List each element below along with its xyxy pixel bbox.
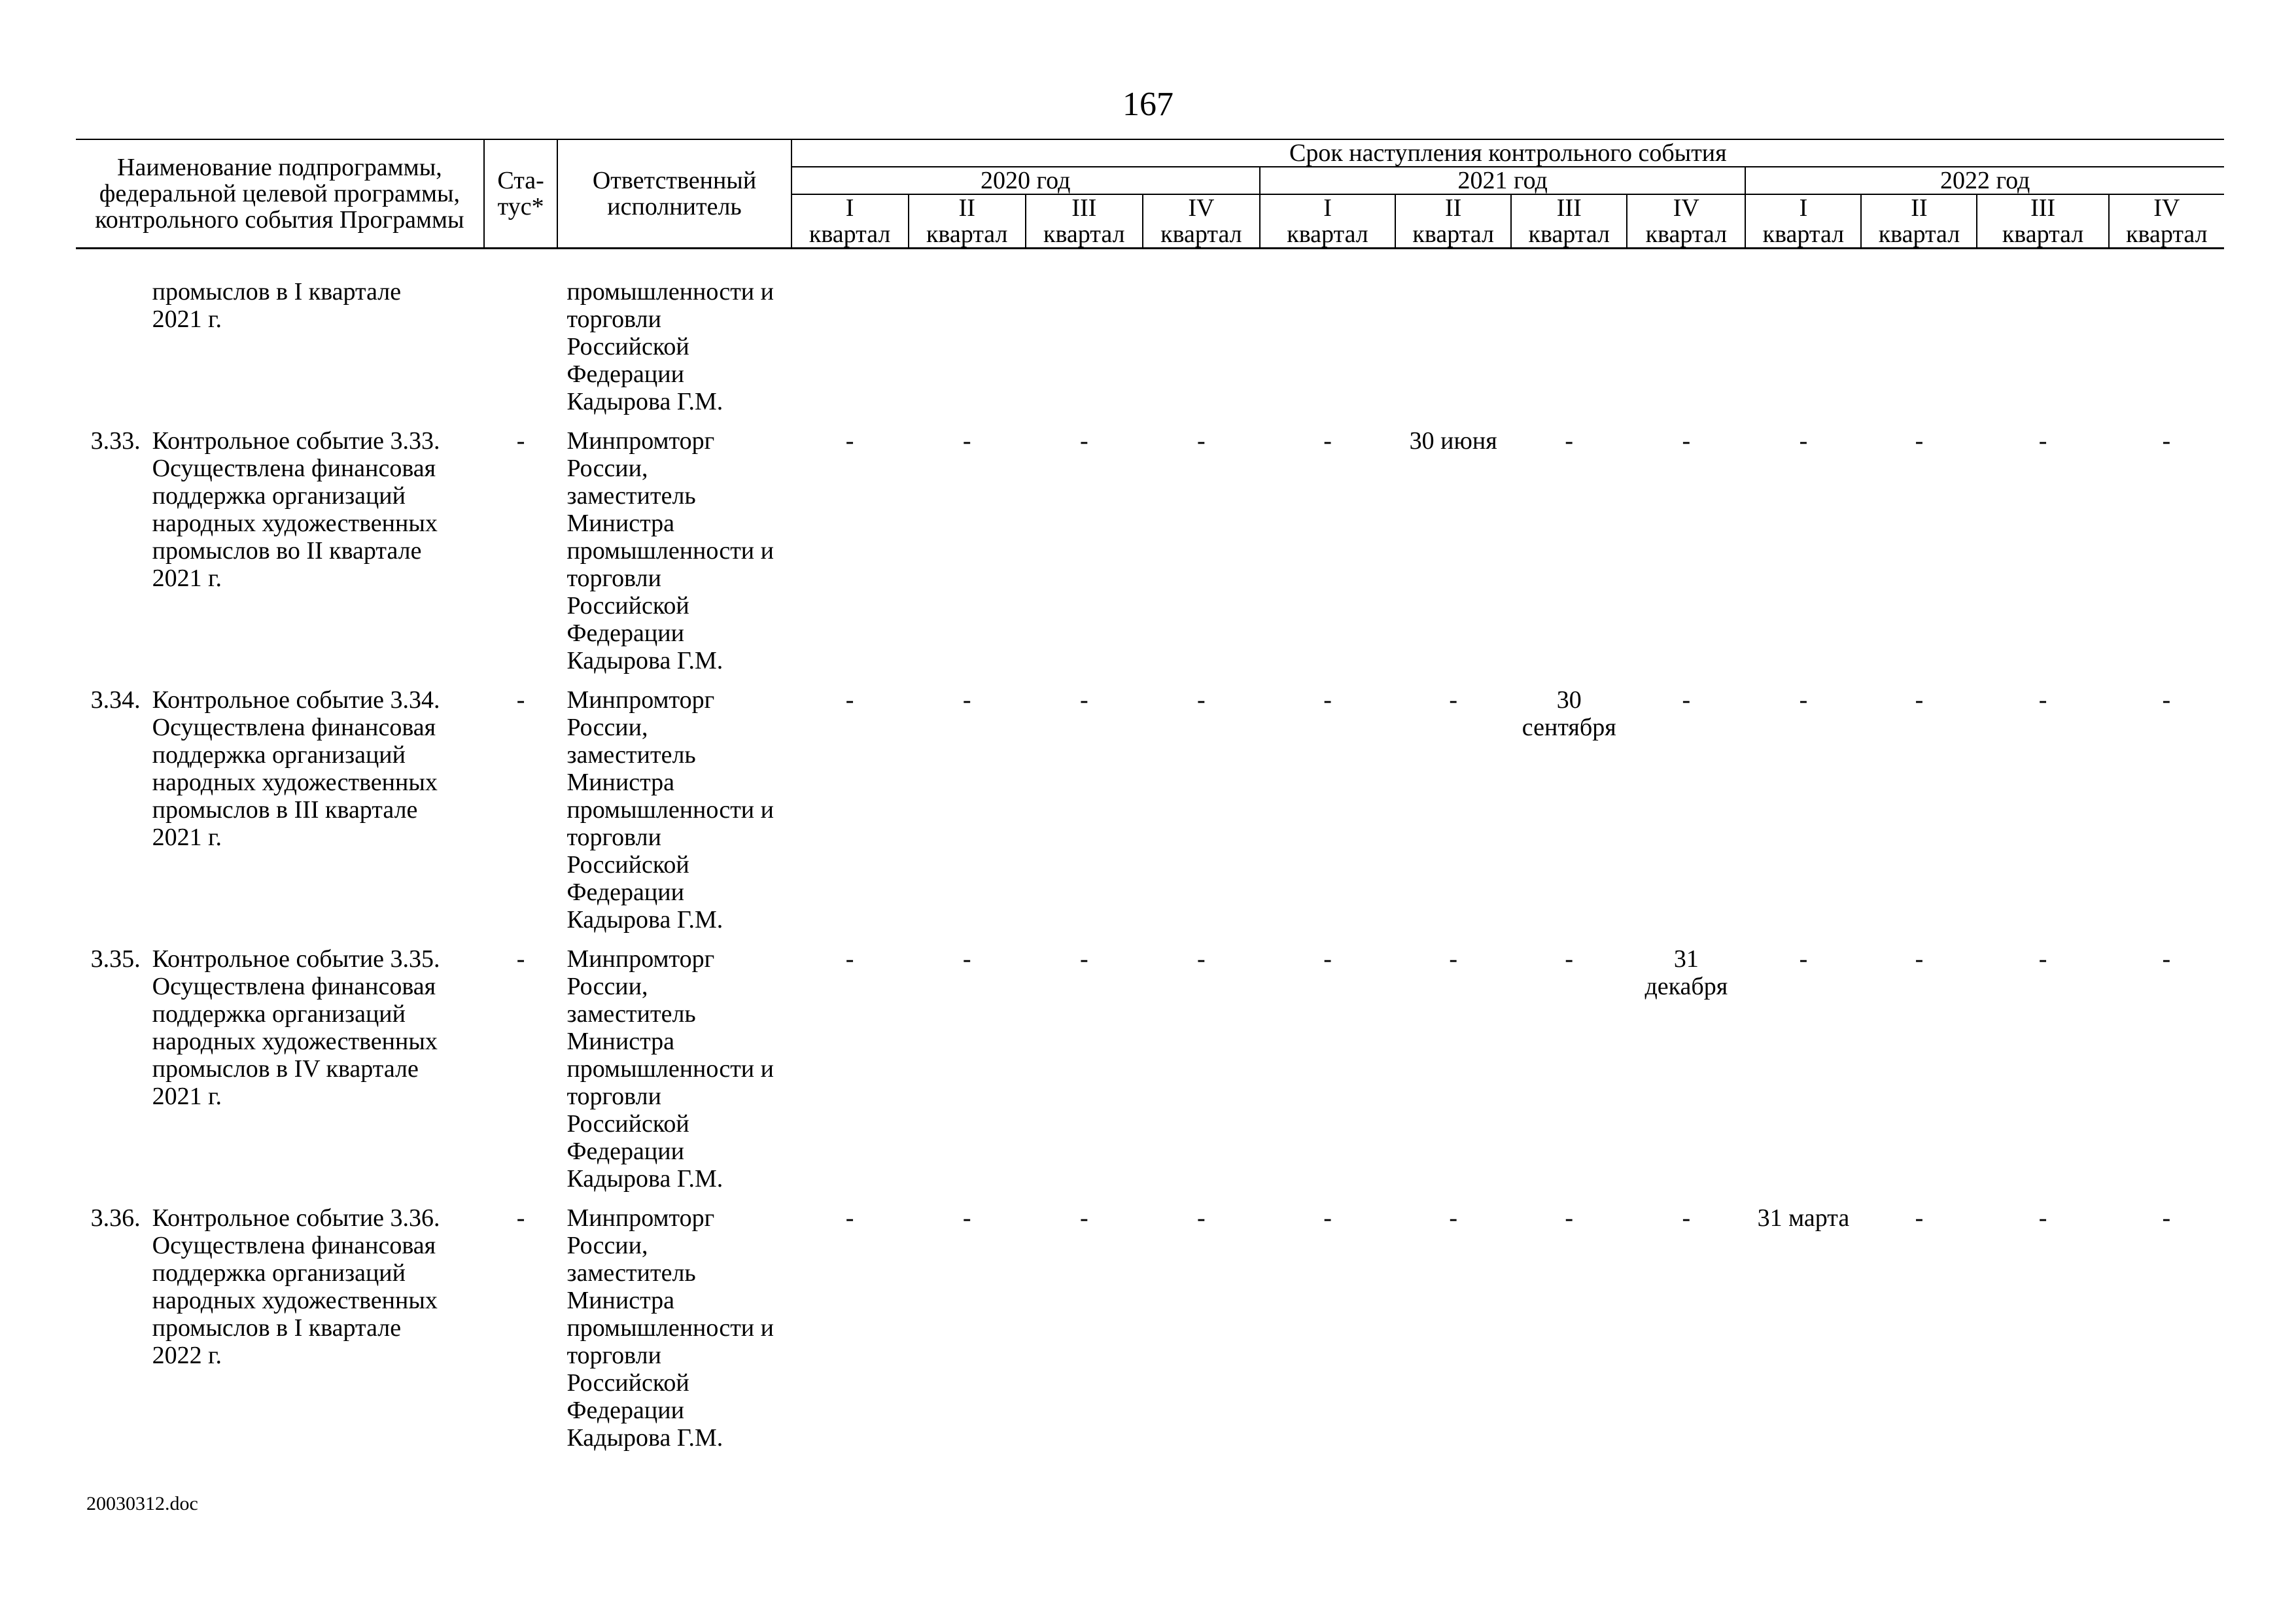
- row-date-q10: -: [1915, 1204, 1924, 1232]
- row-date-q2: -: [962, 945, 971, 973]
- row-date-q10: -: [1915, 945, 1924, 973]
- row-date-q3: -: [1079, 686, 1088, 714]
- row-date-q11: -: [2038, 686, 2047, 714]
- row-executor: Минпромторг России, заместитель Министра промышленности и торговли Российской Федерации Кадырова Г.М.: [566, 1204, 774, 1452]
- page-number: 167: [1122, 86, 1174, 123]
- header-name-column: Наименование подпрограммы, федеральной целевой программы, контрольного события Программы: [76, 139, 484, 249]
- row-status: [484, 278, 558, 427]
- row-date-q1: -: [845, 427, 854, 455]
- row-executor: Минпромторг России, заместитель Министра промышленности и торговли Российской Федерации Кадырова Г.М.: [566, 686, 774, 934]
- row-date-q10: -: [1915, 427, 1924, 455]
- table-row: [76, 1204, 2224, 1463]
- row-date-q2: -: [962, 1204, 971, 1232]
- row-date-q5: -: [1323, 427, 1332, 455]
- header-deadline-group: Срок наступления контрольного события: [791, 139, 2224, 167]
- row-date-q12: -: [2162, 945, 2171, 973]
- header-quarter-6: II квартал: [1395, 194, 1511, 249]
- row-date-q2: -: [962, 427, 971, 455]
- row-date-q9: -: [1799, 686, 1808, 714]
- header-quarter-10: II квартал: [1861, 194, 1977, 249]
- header-quarter-4: IV квартал: [1143, 194, 1260, 249]
- header-year-2020: 2020 год: [791, 167, 1260, 194]
- row-event-name: Контрольное событие 3.36. Осуществлена финансовая поддержка организаций народных художественных промыслов в I квартале 2022 г.: [152, 1204, 440, 1369]
- table-row-continued: [76, 278, 2224, 427]
- row-status: -: [516, 945, 525, 973]
- row-event-name: Контрольное событие 3.34. Осуществлена финансовая поддержка организаций народных художественных промыслов в III квартале 2021 г.: [152, 686, 440, 851]
- footer-file-name: 20030312.doc: [86, 1493, 198, 1514]
- row-date-q10: -: [1915, 686, 1924, 714]
- row-date-q5: -: [1323, 945, 1332, 973]
- row-date-q4: -: [1197, 945, 1206, 973]
- table-row: [76, 427, 2224, 686]
- row-executor: Минпромторг России, заместитель Министра промышленности и торговли Российской Федерации Кадырова Г.М.: [566, 427, 774, 674]
- control-events-table: [76, 139, 2224, 1463]
- row-number: 3.35.: [90, 945, 141, 973]
- row-date-q1: -: [845, 945, 854, 973]
- header-executor-column: Ответственный исполнитель: [557, 139, 791, 249]
- row-date-q12: -: [2162, 1204, 2171, 1232]
- header-quarter-11: III квартал: [1977, 194, 2108, 249]
- row-date-q8: 31 декабря: [1644, 945, 1728, 1000]
- row-status: -: [516, 1204, 525, 1232]
- table-row: [76, 945, 2224, 1204]
- row-date-q3: -: [1079, 427, 1088, 455]
- row-date-q12: -: [2162, 427, 2171, 455]
- row-number: [76, 278, 150, 427]
- row-date-q12: -: [2162, 686, 2171, 714]
- table-header: [76, 139, 2224, 249]
- row-date-q8: -: [1682, 427, 1691, 455]
- row-date-q4: -: [1197, 427, 1206, 455]
- header-status-column: Ста- тус*: [484, 139, 558, 249]
- row-date-q6: -: [1449, 1204, 1458, 1232]
- row-date-q9: 31 марта: [1757, 1204, 1850, 1232]
- row-number: 3.34.: [90, 686, 141, 714]
- row-date-q7: -: [1565, 427, 1574, 455]
- row-event-name: Контрольное событие 3.35. Осуществлена финансовая поддержка организаций народных художественных промыслов в IV квартале 2021 г.: [152, 945, 440, 1110]
- header-quarter-7: III квартал: [1511, 194, 1627, 249]
- table-body: [76, 249, 2224, 1464]
- row-date-q3: -: [1079, 945, 1088, 973]
- header-quarter-12: IV квартал: [2109, 194, 2224, 249]
- row-number: 3.33.: [90, 427, 141, 455]
- row-date-q5: -: [1323, 686, 1332, 714]
- row-date-q1: -: [845, 1204, 854, 1232]
- row-executor: промышленности и торговли Российской Федерации Кадырова Г.М.: [566, 278, 774, 415]
- header-quarter-8: IV квартал: [1627, 194, 1745, 249]
- row-event-name: Контрольное событие 3.33. Осуществлена финансовая поддержка организаций народных художественных промыслов во II квартале 2021 г.: [152, 427, 440, 592]
- header-quarter-5: I квартал: [1260, 194, 1395, 249]
- row-executor: Минпромторг России, заместитель Министра промышленности и торговли Российской Федерации Кадырова Г.М.: [566, 945, 774, 1193]
- row-date-q2: -: [962, 686, 971, 714]
- header-quarter-1: I квартал: [791, 194, 909, 249]
- row-date-q7: -: [1565, 1204, 1574, 1232]
- row-date-q11: -: [2038, 1204, 2047, 1232]
- row-date-q7: -: [1565, 945, 1574, 973]
- row-date-q8: -: [1682, 686, 1691, 714]
- spacer-row: [76, 249, 2224, 279]
- row-date-q6: 30 июня: [1409, 427, 1497, 455]
- row-dates-empty: [791, 278, 2224, 427]
- row-date-q3: -: [1079, 1204, 1088, 1232]
- row-date-q11: -: [2038, 427, 2047, 455]
- row-date-q11: -: [2038, 945, 2047, 973]
- table-row: [76, 686, 2224, 945]
- row-date-q5: -: [1323, 1204, 1332, 1232]
- header-year-2022: 2022 год: [1745, 167, 2224, 194]
- row-date-q9: -: [1799, 945, 1808, 973]
- row-number: 3.36.: [90, 1204, 141, 1232]
- header-quarter-9: I квартал: [1745, 194, 1861, 249]
- row-date-q4: -: [1197, 1204, 1206, 1232]
- row-date-q8: -: [1682, 1204, 1691, 1232]
- header-quarter-2: II квартал: [909, 194, 1026, 249]
- row-date-q6: -: [1449, 945, 1458, 973]
- row-date-q9: -: [1799, 427, 1808, 455]
- header-year-2021: 2021 год: [1260, 167, 1745, 194]
- row-date-q1: -: [845, 686, 854, 714]
- row-date-q4: -: [1197, 686, 1206, 714]
- header-quarter-3: III квартал: [1026, 194, 1143, 249]
- row-status: -: [516, 686, 525, 714]
- row-date-q7: 30 сентября: [1522, 686, 1616, 741]
- row-status: -: [516, 427, 525, 455]
- row-date-q6: -: [1449, 686, 1458, 714]
- row-event-name: промыслов в I квартале 2021 г.: [152, 278, 402, 333]
